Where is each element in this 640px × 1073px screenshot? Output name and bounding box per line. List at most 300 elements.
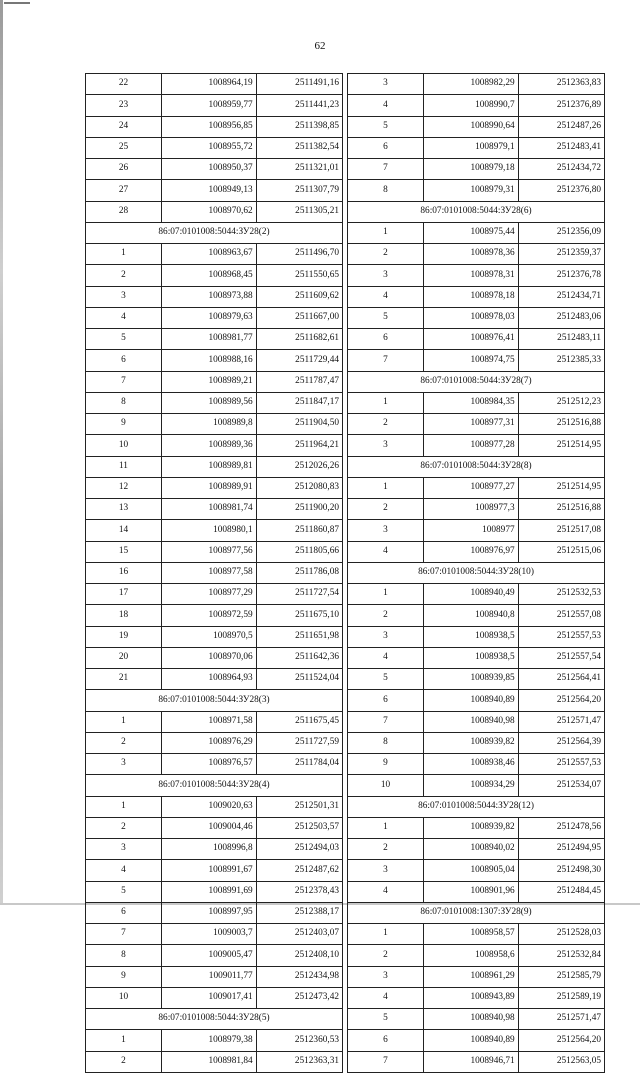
table-row — [86, 902, 343, 923]
table-row — [348, 1009, 605, 1030]
y-coordinate-cell: 2512514,95 — [518, 477, 604, 498]
x-coordinate-cell: 1008975,44 — [423, 222, 518, 243]
table-row — [86, 244, 343, 265]
point-number-cell: 16 — [86, 562, 162, 583]
y-coordinate-cell: 2512483,06 — [518, 307, 604, 328]
table-row — [348, 222, 605, 243]
x-coordinate-cell: 1008976,57 — [161, 754, 256, 775]
y-coordinate-cell: 2512564,39 — [518, 732, 604, 753]
table-row — [348, 817, 605, 838]
y-coordinate-cell: 2511729,44 — [256, 350, 342, 371]
scan-edge-left — [0, 0, 3, 905]
point-number-cell: 26 — [86, 159, 162, 180]
point-number-cell: 7 — [348, 711, 424, 732]
x-coordinate-cell: 1008997,95 — [161, 902, 256, 923]
table-row — [86, 265, 343, 286]
point-number-cell: 5 — [86, 881, 162, 902]
y-coordinate-cell: 2511964,21 — [256, 435, 342, 456]
point-number-cell: 8 — [86, 945, 162, 966]
table-row — [86, 95, 343, 116]
point-number-cell: 2 — [86, 732, 162, 753]
table-row — [348, 159, 605, 180]
y-coordinate-cell: 2512515,06 — [518, 541, 604, 562]
point-number-cell: 7 — [348, 1051, 424, 1072]
point-number-cell: 2 — [86, 265, 162, 286]
page-number: 62 — [314, 40, 326, 52]
table-row — [348, 392, 605, 413]
point-number-cell: 10 — [86, 435, 162, 456]
point-number-cell: 6 — [348, 1030, 424, 1051]
y-coordinate-cell: 2511675,10 — [256, 605, 342, 626]
table-row — [348, 541, 605, 562]
y-coordinate-cell: 2512528,03 — [518, 924, 604, 945]
point-number-cell: 3 — [348, 626, 424, 647]
y-coordinate-cell: 2511727,59 — [256, 732, 342, 753]
x-coordinate-cell: 1008977,27 — [423, 477, 518, 498]
y-coordinate-cell: 2512359,37 — [518, 244, 604, 265]
table-row — [86, 456, 343, 477]
y-coordinate-cell: 2512571,47 — [518, 711, 604, 732]
table-row — [348, 477, 605, 498]
table-row — [86, 881, 343, 902]
table-row — [86, 924, 343, 945]
y-coordinate-cell: 2512473,42 — [256, 987, 342, 1008]
table-row — [348, 754, 605, 775]
scan-corner-mark — [4, 2, 30, 4]
y-coordinate-cell: 2512376,80 — [518, 180, 604, 201]
y-coordinate-cell: 2512363,83 — [518, 74, 604, 95]
table-row — [86, 584, 343, 605]
table-row — [348, 690, 605, 711]
y-coordinate-cell: 2511786,08 — [256, 562, 342, 583]
x-coordinate-cell: 1008959,77 — [161, 95, 256, 116]
y-coordinate-cell: 2512503,57 — [256, 817, 342, 838]
x-coordinate-cell: 1008963,67 — [161, 244, 256, 265]
x-coordinate-cell: 1009017,41 — [161, 987, 256, 1008]
table-row — [348, 350, 605, 371]
table-row — [348, 584, 605, 605]
x-coordinate-cell: 1008976,41 — [423, 329, 518, 350]
y-coordinate-cell: 2512408,10 — [256, 945, 342, 966]
x-coordinate-cell: 1008984,35 — [423, 392, 518, 413]
x-coordinate-cell: 1008970,5 — [161, 626, 256, 647]
y-coordinate-cell: 2511441,23 — [256, 95, 342, 116]
point-number-cell: 27 — [86, 180, 162, 201]
y-coordinate-cell: 2512483,41 — [518, 137, 604, 158]
section-header-row — [348, 902, 605, 923]
x-coordinate-cell: 1008977,29 — [161, 584, 256, 605]
table-row — [86, 116, 343, 137]
x-coordinate-cell: 1009005,47 — [161, 945, 256, 966]
point-number-cell: 8 — [348, 180, 424, 201]
parcel-section-label: 86:07:0101008:5044:ЗУ28(7) — [348, 371, 605, 392]
y-coordinate-cell: 2512516,88 — [518, 499, 604, 520]
point-number-cell: 5 — [86, 329, 162, 350]
x-coordinate-cell: 1008977,58 — [161, 562, 256, 583]
point-number-cell: 1 — [86, 711, 162, 732]
point-number-cell: 2 — [348, 945, 424, 966]
point-number-cell: 9 — [348, 754, 424, 775]
point-number-cell: 5 — [348, 307, 424, 328]
y-coordinate-cell: 2512080,83 — [256, 477, 342, 498]
y-coordinate-cell: 2511904,50 — [256, 414, 342, 435]
y-coordinate-cell: 2512376,89 — [518, 95, 604, 116]
point-number-cell: 3 — [86, 754, 162, 775]
x-coordinate-cell: 1008943,89 — [423, 987, 518, 1008]
y-coordinate-cell: 2511491,16 — [256, 74, 342, 95]
table-row — [348, 860, 605, 881]
parcel-section-label: 86:07:0101008:5044:ЗУ28(8) — [348, 456, 605, 477]
x-coordinate-cell: 1008940,98 — [423, 711, 518, 732]
x-coordinate-cell: 1008979,63 — [161, 307, 256, 328]
x-coordinate-cell: 1008978,36 — [423, 244, 518, 265]
x-coordinate-cell: 1008977,28 — [423, 435, 518, 456]
point-number-cell: 5 — [348, 669, 424, 690]
x-coordinate-cell: 1008991,69 — [161, 881, 256, 902]
point-number-cell: 4 — [348, 95, 424, 116]
coordinates-table-right — [347, 73, 605, 1073]
table-row — [348, 265, 605, 286]
x-coordinate-cell: 1009020,63 — [161, 796, 256, 817]
coordinates-table-left-body — [86, 74, 343, 1073]
table-row — [86, 307, 343, 328]
x-coordinate-cell: 1008940,89 — [423, 1030, 518, 1051]
point-number-cell: 15 — [86, 541, 162, 562]
table-row — [86, 860, 343, 881]
x-coordinate-cell: 1008958,6 — [423, 945, 518, 966]
y-coordinate-cell: 2512378,43 — [256, 881, 342, 902]
table-row — [86, 732, 343, 753]
point-number-cell: 6 — [86, 902, 162, 923]
y-coordinate-cell: 2512532,84 — [518, 945, 604, 966]
y-coordinate-cell: 2512501,31 — [256, 796, 342, 817]
point-number-cell: 20 — [86, 647, 162, 668]
x-coordinate-cell: 1008901,96 — [423, 881, 518, 902]
point-number-cell: 17 — [86, 584, 162, 605]
table-row — [86, 350, 343, 371]
x-coordinate-cell: 1008940,8 — [423, 605, 518, 626]
table-row — [348, 647, 605, 668]
point-number-cell: 1 — [348, 477, 424, 498]
table-row — [348, 732, 605, 753]
point-number-cell: 7 — [86, 924, 162, 945]
table-row — [86, 159, 343, 180]
table-row — [86, 201, 343, 222]
point-number-cell: 2 — [348, 839, 424, 860]
x-coordinate-cell: 1008950,37 — [161, 159, 256, 180]
y-coordinate-cell: 2512534,07 — [518, 775, 604, 796]
x-coordinate-cell: 1008979,31 — [423, 180, 518, 201]
point-number-cell: 6 — [348, 137, 424, 158]
table-row — [86, 711, 343, 732]
x-coordinate-cell: 1008980,1 — [161, 520, 256, 541]
y-coordinate-cell: 2512434,71 — [518, 286, 604, 307]
y-coordinate-cell: 2512376,78 — [518, 265, 604, 286]
x-coordinate-cell: 1008973,88 — [161, 286, 256, 307]
point-number-cell: 3 — [348, 435, 424, 456]
parcel-section-label: 86:07:0101008:5044:ЗУ28(2) — [86, 222, 343, 243]
point-number-cell: 3 — [348, 966, 424, 987]
x-coordinate-cell: 1008956,85 — [161, 116, 256, 137]
section-header-row — [348, 201, 605, 222]
y-coordinate-cell: 2511900,20 — [256, 499, 342, 520]
x-coordinate-cell: 1008938,5 — [423, 647, 518, 668]
x-coordinate-cell: 1008976,97 — [423, 541, 518, 562]
point-number-cell: 1 — [348, 817, 424, 838]
x-coordinate-cell: 1008968,45 — [161, 265, 256, 286]
y-coordinate-cell: 2512564,41 — [518, 669, 604, 690]
table-row — [348, 669, 605, 690]
table-row — [348, 1030, 605, 1051]
x-coordinate-cell: 1008939,85 — [423, 669, 518, 690]
table-row — [86, 626, 343, 647]
x-coordinate-cell: 1008988,16 — [161, 350, 256, 371]
point-number-cell: 28 — [86, 201, 162, 222]
table-row — [86, 499, 343, 520]
x-coordinate-cell: 1008978,03 — [423, 307, 518, 328]
point-number-cell: 2 — [348, 414, 424, 435]
y-coordinate-cell: 2512484,45 — [518, 881, 604, 902]
x-coordinate-cell: 1008977,31 — [423, 414, 518, 435]
x-coordinate-cell: 1008989,81 — [161, 456, 256, 477]
point-number-cell: 25 — [86, 137, 162, 158]
point-number-cell: 2 — [348, 499, 424, 520]
y-coordinate-cell: 2511398,85 — [256, 116, 342, 137]
point-number-cell: 4 — [348, 987, 424, 1008]
table-row — [86, 137, 343, 158]
y-coordinate-cell: 2512564,20 — [518, 1030, 604, 1051]
x-coordinate-cell: 1008979,18 — [423, 159, 518, 180]
table-row — [348, 244, 605, 265]
point-number-cell: 8 — [86, 392, 162, 413]
table-row — [86, 987, 343, 1008]
point-number-cell: 5 — [348, 1009, 424, 1030]
table-row — [348, 520, 605, 541]
section-header-row — [86, 775, 343, 796]
point-number-cell: 13 — [86, 499, 162, 520]
parcel-section-label: 86:07:0101008:5044:ЗУ28(12) — [348, 796, 605, 817]
point-number-cell: 2 — [86, 817, 162, 838]
point-number-cell: 6 — [86, 350, 162, 371]
y-coordinate-cell: 2511847,17 — [256, 392, 342, 413]
y-coordinate-cell: 2512512,23 — [518, 392, 604, 413]
table-row — [348, 286, 605, 307]
x-coordinate-cell: 1009004,46 — [161, 817, 256, 838]
section-header-row — [348, 456, 605, 477]
point-number-cell: 9 — [86, 966, 162, 987]
point-number-cell: 11 — [86, 456, 162, 477]
y-coordinate-cell: 2512434,98 — [256, 966, 342, 987]
x-coordinate-cell: 1008981,77 — [161, 329, 256, 350]
y-coordinate-cell: 2511682,61 — [256, 329, 342, 350]
y-coordinate-cell: 2512388,17 — [256, 902, 342, 923]
point-number-cell: 1 — [348, 392, 424, 413]
table-row — [348, 499, 605, 520]
x-coordinate-cell: 1008996,8 — [161, 839, 256, 860]
section-header-row — [348, 562, 605, 583]
y-coordinate-cell: 2511496,70 — [256, 244, 342, 265]
y-coordinate-cell: 2512403,07 — [256, 924, 342, 945]
point-number-cell: 4 — [86, 307, 162, 328]
section-header-row — [348, 371, 605, 392]
parcel-section-label: 86:07:0101008:5044:ЗУ28(4) — [86, 775, 343, 796]
point-number-cell: 3 — [86, 839, 162, 860]
table-row — [86, 329, 343, 350]
point-number-cell: 6 — [348, 690, 424, 711]
y-coordinate-cell: 2511787,47 — [256, 371, 342, 392]
point-number-cell: 4 — [348, 647, 424, 668]
x-coordinate-cell: 1008991,67 — [161, 860, 256, 881]
coordinates-table-right-body — [348, 74, 605, 1073]
point-number-cell: 18 — [86, 605, 162, 626]
point-number-cell: 1 — [86, 796, 162, 817]
x-coordinate-cell: 1008978,18 — [423, 286, 518, 307]
y-coordinate-cell: 2512494,03 — [256, 839, 342, 860]
y-coordinate-cell: 2511805,66 — [256, 541, 342, 562]
point-number-cell: 9 — [86, 414, 162, 435]
point-number-cell: 21 — [86, 669, 162, 690]
table-row — [348, 945, 605, 966]
parcel-section-label: 86:07:0101008:5044:ЗУ28(5) — [86, 1009, 343, 1030]
y-coordinate-cell: 2512517,08 — [518, 520, 604, 541]
x-coordinate-cell: 1008961,29 — [423, 966, 518, 987]
coordinates-table-left — [85, 73, 343, 1073]
y-coordinate-cell: 2512483,11 — [518, 329, 604, 350]
y-coordinate-cell: 2512564,20 — [518, 690, 604, 711]
x-coordinate-cell: 1008958,57 — [423, 924, 518, 945]
x-coordinate-cell: 1008940,49 — [423, 584, 518, 605]
y-coordinate-cell: 2512557,53 — [518, 754, 604, 775]
x-coordinate-cell: 1008940,02 — [423, 839, 518, 860]
point-number-cell: 1 — [86, 244, 162, 265]
point-number-cell: 3 — [348, 74, 424, 95]
table-row — [86, 392, 343, 413]
y-coordinate-cell: 2512514,95 — [518, 435, 604, 456]
y-coordinate-cell: 2511524,04 — [256, 669, 342, 690]
x-coordinate-cell: 1008990,64 — [423, 116, 518, 137]
point-number-cell: 4 — [348, 881, 424, 902]
x-coordinate-cell: 1008970,06 — [161, 647, 256, 668]
x-coordinate-cell: 1008972,59 — [161, 605, 256, 626]
x-coordinate-cell: 1008964,93 — [161, 669, 256, 690]
y-coordinate-cell: 2512557,54 — [518, 647, 604, 668]
table-row — [348, 435, 605, 456]
y-coordinate-cell: 2512557,53 — [518, 626, 604, 647]
table-row — [86, 966, 343, 987]
point-number-cell: 10 — [86, 987, 162, 1008]
y-coordinate-cell: 2512585,79 — [518, 966, 604, 987]
y-coordinate-cell: 2512571,47 — [518, 1009, 604, 1030]
point-number-cell: 3 — [348, 265, 424, 286]
table-row — [348, 180, 605, 201]
y-coordinate-cell: 2512487,62 — [256, 860, 342, 881]
x-coordinate-cell: 1008989,21 — [161, 371, 256, 392]
y-coordinate-cell: 2512498,30 — [518, 860, 604, 881]
point-number-cell: 7 — [348, 159, 424, 180]
table-row — [86, 839, 343, 860]
table-row — [86, 796, 343, 817]
point-number-cell: 12 — [86, 477, 162, 498]
table-row — [86, 286, 343, 307]
x-coordinate-cell: 1008938,5 — [423, 626, 518, 647]
x-coordinate-cell: 1008974,75 — [423, 350, 518, 371]
point-number-cell: 7 — [348, 350, 424, 371]
table-row — [86, 754, 343, 775]
point-number-cell: 3 — [348, 520, 424, 541]
table-row — [86, 1051, 343, 1072]
y-coordinate-cell: 2512385,33 — [518, 350, 604, 371]
point-number-cell: 24 — [86, 116, 162, 137]
table-row — [348, 1051, 605, 1072]
y-coordinate-cell: 2512532,53 — [518, 584, 604, 605]
point-number-cell: 1 — [86, 1030, 162, 1051]
x-coordinate-cell: 1008949,13 — [161, 180, 256, 201]
y-coordinate-cell: 2511651,98 — [256, 626, 342, 647]
x-coordinate-cell: 1008989,8 — [161, 414, 256, 435]
point-number-cell: 2 — [348, 605, 424, 626]
y-coordinate-cell: 2512360,53 — [256, 1030, 342, 1051]
x-coordinate-cell: 1008939,82 — [423, 817, 518, 838]
table-row — [86, 371, 343, 392]
point-number-cell: 2 — [86, 1051, 162, 1072]
point-number-cell: 6 — [348, 329, 424, 350]
point-number-cell: 1 — [348, 584, 424, 605]
y-coordinate-cell: 2512589,19 — [518, 987, 604, 1008]
table-row — [348, 95, 605, 116]
table-row — [86, 435, 343, 456]
point-number-cell: 14 — [86, 520, 162, 541]
point-number-cell: 2 — [348, 244, 424, 265]
x-coordinate-cell: 1008964,19 — [161, 74, 256, 95]
point-number-cell: 3 — [86, 286, 162, 307]
table-row — [86, 1030, 343, 1051]
point-number-cell: 4 — [348, 541, 424, 562]
table-row — [348, 924, 605, 945]
y-coordinate-cell: 2511784,04 — [256, 754, 342, 775]
point-number-cell: 8 — [348, 732, 424, 753]
parcel-section-label: 86:07:0101008:5044:ЗУ28(10) — [348, 562, 605, 583]
x-coordinate-cell: 1008970,62 — [161, 201, 256, 222]
x-coordinate-cell: 1008905,04 — [423, 860, 518, 881]
y-coordinate-cell: 2512478,56 — [518, 817, 604, 838]
table-row — [348, 881, 605, 902]
x-coordinate-cell: 1008940,89 — [423, 690, 518, 711]
x-coordinate-cell: 1008979,38 — [161, 1030, 256, 1051]
x-coordinate-cell: 1008938,46 — [423, 754, 518, 775]
x-coordinate-cell: 1008981,74 — [161, 499, 256, 520]
y-coordinate-cell: 2512026,26 — [256, 456, 342, 477]
table-row — [86, 520, 343, 541]
x-coordinate-cell: 1008977 — [423, 520, 518, 541]
point-number-cell: 5 — [348, 116, 424, 137]
y-coordinate-cell: 2511609,62 — [256, 286, 342, 307]
x-coordinate-cell: 1008955,72 — [161, 137, 256, 158]
parcel-section-label: 86:07:0101008:1307:ЗУ28(9) — [348, 902, 605, 923]
section-header-row — [86, 222, 343, 243]
table-row — [86, 605, 343, 626]
table-row — [86, 945, 343, 966]
y-coordinate-cell: 2511382,54 — [256, 137, 342, 158]
point-number-cell: 10 — [348, 775, 424, 796]
table-row — [348, 116, 605, 137]
y-coordinate-cell: 2511307,79 — [256, 180, 342, 201]
x-coordinate-cell: 1008982,29 — [423, 74, 518, 95]
x-coordinate-cell: 1009011,77 — [161, 966, 256, 987]
table-row — [86, 562, 343, 583]
y-coordinate-cell: 2512363,31 — [256, 1051, 342, 1072]
section-header-row — [86, 1009, 343, 1030]
point-number-cell: 7 — [86, 371, 162, 392]
